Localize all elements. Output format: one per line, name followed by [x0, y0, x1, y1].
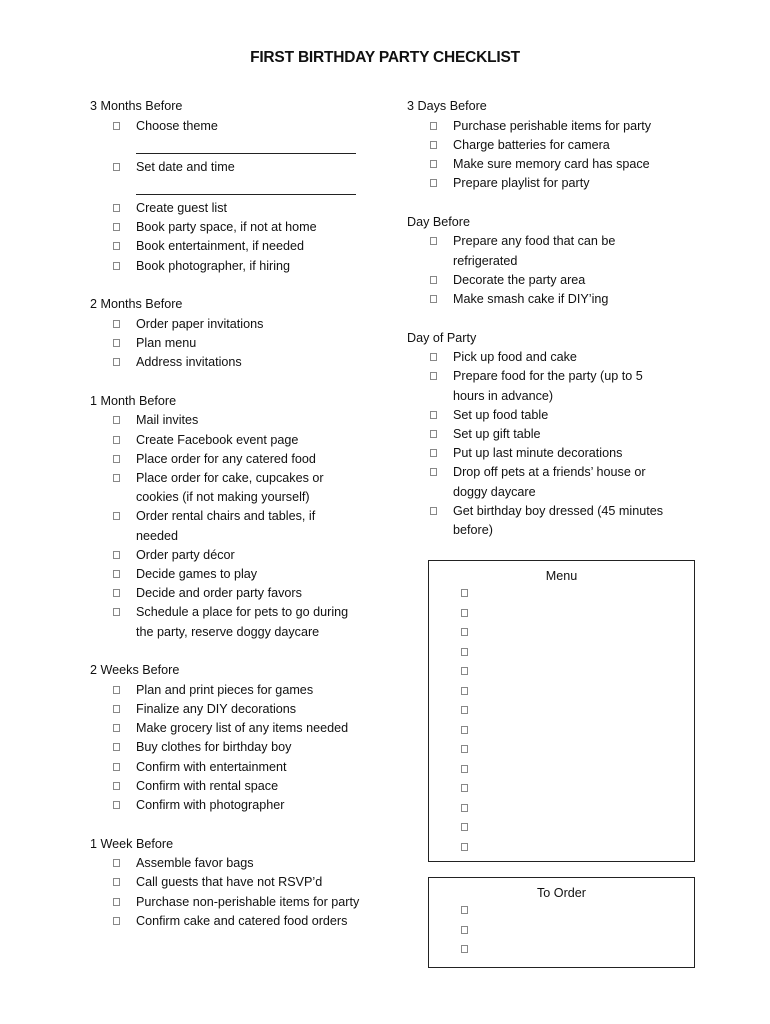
checkbox[interactable] [430, 507, 437, 515]
menu-checkbox[interactable] [461, 726, 468, 734]
checkbox[interactable] [113, 223, 120, 231]
menu-checkbox[interactable] [461, 765, 468, 773]
checklist-item [90, 158, 390, 177]
checklist-item-label: Order party décor [136, 547, 235, 562]
checklist-item-label: Plan and print pieces for games [136, 682, 314, 697]
to-order-checkbox[interactable] [461, 945, 468, 953]
checklist-item [90, 237, 390, 256]
checklist-item-label-continued: doggy daycare [453, 484, 536, 499]
checklist-item-label: Prepare food for the party (up to 5 [453, 369, 643, 384]
checklist-item [407, 155, 687, 174]
menu-checkbox[interactable] [461, 609, 468, 617]
checklist-item [90, 257, 390, 276]
checkbox[interactable] [113, 782, 120, 790]
checkbox[interactable] [113, 551, 120, 559]
checklist-item-label: Book photographer, if hiring [136, 258, 291, 273]
checkbox[interactable] [113, 320, 120, 328]
checklist-item [90, 758, 390, 777]
checklist-item [90, 584, 390, 603]
checklist-item-label: Place order for any catered food [136, 451, 316, 466]
checklist-section [90, 295, 390, 372]
checklist-item-label: Mail invites [136, 413, 199, 428]
menu-checkbox[interactable] [461, 648, 468, 656]
checklist-item-label: Prepare playlist for party [453, 176, 590, 191]
checklist-item-label: Order rental chairs and tables, if [136, 509, 316, 524]
checklist-item [407, 136, 687, 155]
checklist-item [407, 463, 687, 501]
checklist-item [407, 174, 687, 193]
checklist-item [407, 271, 687, 290]
checklist-item-label: Make sure memory card has space [453, 156, 650, 171]
checkbox[interactable] [113, 512, 120, 520]
checklist-item [90, 199, 390, 218]
checklist-item [90, 334, 390, 353]
checklist-item-label: Call guests that have not RSVP’d [136, 875, 323, 890]
checklist-item-label-continued: the party, reserve doggy daycare [136, 624, 320, 639]
checklist-item [90, 565, 390, 584]
checklist-item [407, 290, 687, 309]
checklist-item [90, 315, 390, 334]
checklist-item [90, 893, 390, 912]
checkbox[interactable] [113, 262, 120, 270]
checkbox[interactable] [113, 358, 120, 366]
checkbox[interactable] [430, 372, 437, 380]
checklist-item [407, 444, 687, 463]
checklist-item-label: Decide and order party favors [136, 586, 302, 601]
checklist-item-label: Order paper invitations [136, 316, 264, 331]
checklist-item [407, 117, 687, 136]
checklist-item-label: Decorate the party area [453, 272, 586, 287]
checkbox[interactable] [430, 237, 437, 245]
checklist-item-label: Pick up food and cake [453, 350, 577, 365]
checklist-item-label: Set up food table [453, 407, 549, 422]
menu-checkbox[interactable] [461, 589, 468, 597]
checklist-item-label-continued: before) [453, 522, 493, 537]
checklist-item-label: Confirm cake and catered food orders [136, 913, 348, 928]
checklist-section [407, 213, 687, 309]
checklist-item-label: Schedule a place for pets to go during [136, 605, 349, 620]
menu-checkbox-list [461, 589, 468, 862]
to-order-panel [428, 877, 695, 968]
checkbox[interactable] [430, 411, 437, 419]
checkbox[interactable] [430, 122, 437, 130]
checklist-item-label: Make smash cake if DIY’ing [453, 291, 609, 306]
section-heading: 3 Months Before [90, 99, 183, 113]
checklist-item [407, 406, 687, 425]
menu-checkbox[interactable] [461, 687, 468, 695]
checkbox[interactable] [430, 353, 437, 361]
checklist-item-label: Choose theme [136, 118, 218, 133]
checklist-item [90, 603, 390, 641]
checklist-item [90, 912, 390, 931]
to-order-panel-title: To Order [537, 886, 586, 900]
checklist-item [407, 502, 687, 540]
checklist-item [90, 719, 390, 738]
checklist-item-label: Buy clothes for birthday boy [136, 740, 292, 755]
checkbox[interactable] [113, 242, 120, 250]
checkbox[interactable] [113, 204, 120, 212]
menu-checkbox[interactable] [461, 804, 468, 812]
checklist-item [90, 411, 390, 430]
checklist-item [407, 348, 687, 367]
checklist-section [90, 661, 390, 815]
checkbox[interactable] [430, 295, 437, 303]
checklist-item-label: Plan menu [136, 335, 197, 350]
checklist-item-label: Create Facebook event page [136, 432, 299, 447]
checklist-item-label: Create guest list [136, 200, 227, 215]
section-heading: 2 Weeks Before [90, 663, 180, 678]
checkbox[interactable] [113, 743, 120, 751]
checkbox[interactable] [113, 724, 120, 732]
menu-checkbox[interactable] [461, 706, 468, 714]
checkbox[interactable] [430, 179, 437, 187]
fill-in-line[interactable] [136, 177, 356, 195]
checkbox[interactable] [113, 686, 120, 694]
section-heading: 2 Months Before [90, 297, 183, 312]
checklist-item-label: Assemble favor bags [136, 856, 254, 871]
checklist-item-label: Put up last minute decorations [453, 446, 623, 461]
checklist-item-label-continued: cookies (if not making yourself) [136, 490, 310, 505]
checkbox[interactable] [113, 436, 120, 444]
checklist-item-label: Finalize any DIY decorations [136, 701, 297, 716]
menu-checkbox[interactable] [461, 667, 468, 675]
page-title: FIRST BIRTHDAY PARTY CHECKLIST [250, 49, 520, 66]
checkbox[interactable] [430, 276, 437, 284]
checkbox[interactable] [430, 160, 437, 168]
checklist-item-label: Set up gift table [453, 426, 541, 441]
checklist-item [90, 700, 390, 719]
checklist-item [90, 507, 390, 545]
checklist-item [407, 232, 687, 270]
checkbox[interactable] [113, 898, 120, 906]
checkbox[interactable] [430, 430, 437, 438]
checklist-item [90, 431, 390, 450]
menu-checkbox[interactable] [461, 784, 468, 792]
checklist-item [90, 353, 390, 372]
checkbox[interactable] [113, 455, 120, 463]
right-column [407, 97, 687, 560]
to-order-checkbox[interactable] [461, 926, 468, 934]
menu-panel [428, 560, 695, 862]
section-heading: 1 Month Before [90, 393, 177, 408]
checklist-item-label: Book entertainment, if needed [136, 239, 305, 254]
section-heading: Day of Party [407, 330, 477, 345]
checkbox[interactable] [113, 163, 120, 171]
checkbox[interactable] [430, 141, 437, 149]
checklist-item-label: Prepare any food that can be [453, 234, 616, 249]
menu-checkbox[interactable] [461, 823, 468, 831]
to-order-checkbox-list [461, 906, 468, 965]
checklist-item-label: Confirm with entertainment [136, 759, 287, 774]
left-column [90, 97, 390, 951]
checkbox[interactable] [113, 589, 120, 597]
checklist-item-label-continued: refrigerated [453, 253, 518, 268]
menu-panel-title: Menu [545, 569, 578, 583]
checkbox[interactable] [113, 339, 120, 347]
checklist-item [90, 469, 390, 507]
checklist-item-label: Purchase perishable items for party [453, 118, 652, 133]
checklist-item-label: Get birthday boy dressed (45 minutes [453, 503, 664, 518]
checklist-item-label: Purchase non-perishable items for party [136, 894, 360, 909]
checklist-item-label-continued: hours in advance) [453, 388, 554, 403]
checkbox[interactable] [113, 122, 120, 130]
checklist-item-label-continued: needed [136, 528, 179, 543]
checklist-item [90, 681, 390, 700]
checklist-item-label: Decide games to play [136, 566, 258, 581]
checklist-item-label: Confirm with rental space [136, 778, 279, 793]
to-order-checkbox[interactable] [461, 906, 468, 914]
checklist-section [407, 97, 687, 193]
checkbox[interactable] [113, 608, 120, 616]
checklist-item [90, 796, 390, 815]
menu-checkbox[interactable] [461, 843, 468, 851]
checklist-item [90, 117, 390, 136]
checklist-item [90, 546, 390, 565]
checklist-section [90, 835, 390, 931]
checklist-item [90, 777, 390, 796]
checkbox[interactable] [430, 468, 437, 476]
checklist-item-label: Charge batteries for camera [453, 137, 610, 152]
checklist-item [90, 218, 390, 237]
checklist-item-label: Address invitations [136, 355, 242, 370]
section-heading: Day Before [407, 214, 470, 229]
checklist-item-label: Drop off pets at a friends’ house or [453, 465, 646, 480]
menu-checkbox[interactable] [461, 628, 468, 636]
checklist-section [407, 329, 687, 541]
checkbox[interactable] [113, 474, 120, 482]
checklist-item [407, 367, 687, 405]
menu-checkbox[interactable] [461, 745, 468, 753]
checkbox[interactable] [113, 878, 120, 886]
checklist-section [90, 392, 390, 642]
section-heading: 3 Days Before [407, 99, 487, 113]
checklist-item [407, 425, 687, 444]
checkbox[interactable] [113, 570, 120, 578]
checklist-section [90, 97, 390, 276]
checklist-item [90, 854, 390, 873]
checklist-item [90, 738, 390, 757]
checkbox[interactable] [430, 449, 437, 457]
section-heading: 1 Week Before [90, 836, 174, 851]
checklist-item [90, 873, 390, 892]
checkbox[interactable] [113, 917, 120, 925]
checklist-item-label: Confirm with photographer [136, 797, 285, 812]
checklist-item-label: Place order for cake, cupcakes or [136, 470, 324, 485]
fill-in-line[interactable] [136, 136, 356, 154]
checkbox[interactable] [113, 416, 120, 424]
checklist-item [90, 450, 390, 469]
checkbox[interactable] [113, 763, 120, 771]
checkbox[interactable] [113, 859, 120, 867]
checkbox[interactable] [113, 801, 120, 809]
checklist-item-label: Set date and time [136, 159, 235, 174]
checkbox[interactable] [113, 705, 120, 713]
checklist-item-label: Make grocery list of any items needed [136, 721, 349, 736]
checklist-item-label: Book party space, if not at home [136, 220, 317, 235]
